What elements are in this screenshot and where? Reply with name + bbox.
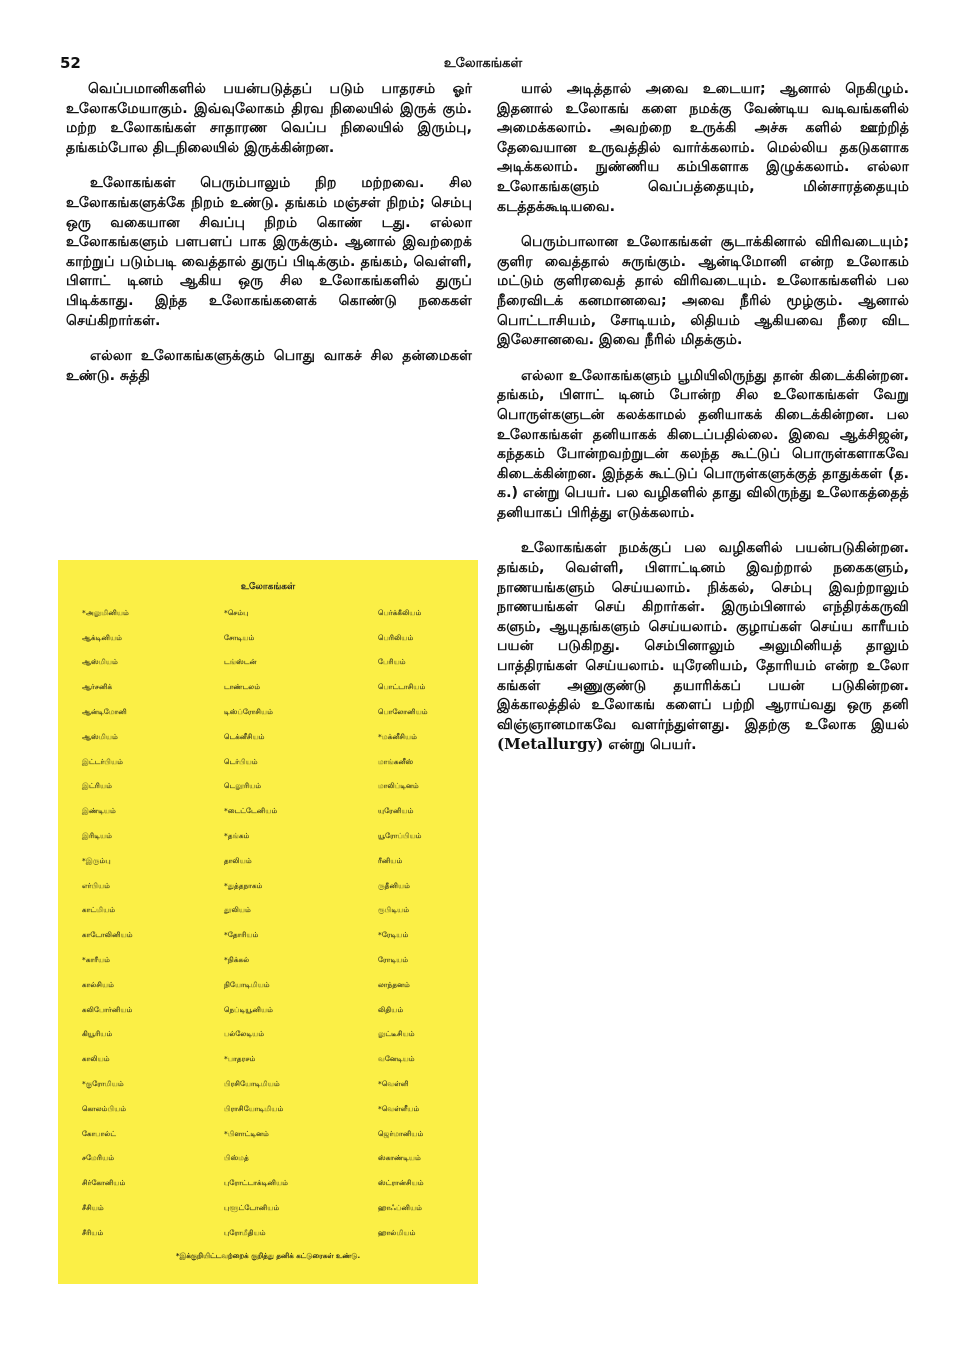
metal-name-cell: இட்ரியம் [82, 782, 113, 791]
paragraph [497, 539, 909, 756]
metal-name-cell: *வெள்ளி [378, 1080, 409, 1089]
paragraph: பெரும்பாலான உலோகங்கள் சூடாக்கினால் விரிவடையும்; குளிர வைத்தால் சுருங்கும். ஆன்டிமோனி என்ற உலோகம் மட்டும் குளிரவைத் தால் விரிவடையும். உலோகங்களில் பல நீரைவிடக் கனமானவை; அவை நீரில் மூழ்கும். ஆனால் பொட்டாசியம், சோடியம், லிதியம் ஆகியவை நீரை விட இலேசானவை. இவை நீரில் மிதக்கும். [497, 234, 909, 349]
metal-name-cell: இண்டியம் [82, 807, 116, 816]
metal-name-cell: நியோடிமியம் [224, 980, 270, 989]
metal-name-cell: கியூரியம் [82, 1030, 113, 1039]
metal-name-cell: மாங்கனீஸ் [378, 757, 414, 766]
metal-name-cell: *தங்கம் [224, 832, 250, 841]
metal-name-cell: ஹாஃப்னியம் [378, 1204, 423, 1213]
metal-name-cell: *செம்பு [224, 608, 249, 617]
metal-name-cell: *இரும்பு [82, 856, 111, 865]
metal-name-cell: லாந்தனம் [378, 980, 410, 989]
metal-name-cell: பல்லேடியம் [224, 1030, 265, 1039]
metal-name-cell: புரோட்டாக்டினியம் [224, 1179, 289, 1188]
metal-name-cell: லிதியம் [378, 1005, 404, 1014]
metal-name-cell: டெர்பியம் [224, 757, 258, 766]
paragraph: உலோகங்கள் பெரும்பாலும் நிற மற்றவை. சில உலோகங்களுக்கே நிறம் உண்டு. தங்கம் மஞ்சள் நிறம்; செம்பு ஒரு வகையான சிவப்பு நிறம் கொண் டது. எல்லா உலோகங்களும் பளபளப் பாக இருக்கும். ஆனால் இவற்றைக் காற்றுப் படும்படி வைத்தால் துருப் பிடிக்கும். தங்கம், வெள்ளி, பிளாட் டினம் ஆகிய ஒரு சில உலோகங்களில் துருப் பிடிக்காது. இந்த உலோகங்களைக் கொண்டு நகைகள் செய்கிறார்கள். [66, 175, 472, 329]
paragraph: எல்லா உலோகங்களுக்கும் பொது வாகச் சில தன்மைகள் உண்டு. சுத்தி [66, 348, 472, 384]
paragraph: யால் அடித்தால் அவை உடையா; ஆனால் நெகிழும். இதனால் உலோகங் களை நமக்கு வேண்டிய வடிவங்களில் அமைக்கலாம். அவற்றை உருக்கி அச்சு களில் ஊற்றித் தேவையான உருவத்தில் வார்க்கலாம். மெல்லிய தகடுகளாக அடிக்கலாம். நுண்ணிய கம்பிகளாக இழுக்கலாம். எல்லா உலோகங்களும் வெப்பத்தையும், மின்சாரத்தையும் கடத்தக்கூடியவை. [497, 81, 909, 215]
metal-name-cell: *பிளாட்டினம் [224, 1129, 269, 1138]
metals-table [58, 560, 478, 1284]
paragraph-text: என்று பெயர். [608, 737, 697, 754]
metal-name-cell: சீசியம் [82, 1204, 104, 1213]
metal-name-cell: பிஸ்மத் [224, 1154, 249, 1163]
metal-name-cell: புரோமீதியம் [224, 1228, 266, 1237]
metal-name-cell: ஆர்சனிக் [82, 683, 113, 692]
metal-name-cell: பெரிலியம் [378, 633, 414, 642]
metal-name-cell: காட்மியம் [82, 906, 116, 915]
metal-name-cell: *வெள்ளீயம் [378, 1104, 420, 1113]
metals-table-footnote: *இக்குறியிட்டவற்றைக் குறித்து தனிக் கட்டுரைகள் உண்டு. [175, 1251, 361, 1260]
metal-name-cell: பெர்க்கீலியம் [378, 608, 422, 617]
metal-name-cell: பொட்டாசியம் [378, 683, 426, 692]
latin-term: (Metallurgy) [497, 735, 604, 754]
metal-name-cell: வனேடியம் [378, 1055, 415, 1064]
metal-name-cell: *அலுமினியம் [82, 608, 129, 617]
metal-name-cell: சோடியம் [224, 633, 255, 642]
paragraph: வெப்பமானிகளில் பயன்படுத்தப் படும் பாதரசம் ஓர் உலோகமேயாகும். இவ்வுலோகம் திரவ நிலையில் இருக் கும். மற்ற உலோகங்கள் சாதாரண வெப்ப நிலையில் இரும்பு, தங்கம்போல திடநிலையில் இருக்கின்றன. [66, 81, 472, 156]
metal-name-cell: இட்டர்பியம் [82, 757, 124, 766]
metals-table-grid [74, 601, 462, 1246]
metal-name-cell: சிர்கோனியம் [82, 1179, 126, 1188]
page-number: 52 [60, 54, 81, 72]
metal-name-cell: கொலம்பியம் [82, 1104, 127, 1113]
left-column [66, 80, 472, 402]
metal-name-cell: *துத்தநாகம் [224, 881, 263, 890]
metal-name-cell: பேரியம் [378, 658, 406, 667]
metal-name-cell: ஹால்மியம் [378, 1228, 416, 1237]
metal-name-cell: ஆன்டிமோனி [82, 708, 127, 717]
metal-name-cell: மாலிப்டினம் [378, 782, 419, 791]
metal-name-cell: டாண்டலம் [224, 683, 261, 692]
metal-name-cell: ஆக்டினியம் [82, 633, 123, 642]
right-column [497, 80, 909, 756]
metal-name-cell: டிஸ்ப்ரோசியம் [224, 708, 274, 717]
metal-name-cell: எர்பியம் [82, 881, 111, 890]
metal-name-cell: பிராசியோடிமியம் [224, 1104, 284, 1113]
metal-name-cell: ஸ்ட்ரான்சியம் [378, 1179, 424, 1188]
metal-name-cell: தூலியம் [224, 906, 251, 915]
metal-name-cell: சமேரியம் [82, 1154, 115, 1163]
metal-name-cell: ருதீனியம் [378, 881, 411, 890]
paragraph: எல்லா உலோகங்களும் பூமியிலிருந்து தான் கிடைக்கின்றன. தங்கம், பிளாட் டினம் போன்ற சில உலோகங்கள் வேறு பொருள்களுடன் கலக்காமல் தனியாகக் கிடைக்கின்றன. பல உலோகங்கள் தனியாகக் கிடைப்பதில்லை. இவை ஆக்சிஜன், கந்தகம் போன்றவற்றுடன் கலந்த கூட்டுப் பொருள்களாகவே கிடைக்கின்றன. இந்தக் கூட்டுப் பொருள்களுக்குத் தாதுக்கள் (த. க.) என்று பெயர். பல வழிகளில் தாது விலிருந்து உலோகத்தைத் தனியாகப் பிரித்து எடுக்கலாம். [497, 367, 909, 521]
metal-name-cell: பிரசியோடிமியம் [224, 1080, 280, 1089]
metal-name-cell: காலியம் [82, 1055, 110, 1064]
metal-name-cell: ஸ்காண்டியம் [378, 1154, 421, 1163]
metal-name-cell: ஆஸ்மியம் [82, 658, 118, 667]
metal-name-cell: *மக்னீசியம் [378, 732, 418, 741]
metal-name-cell: ரோடியம் [378, 956, 409, 965]
metal-name-cell: ஜெர்மானியம் [378, 1129, 424, 1138]
metal-name-cell: கோபால்ட் [82, 1129, 117, 1138]
metal-name-cell: ரீனியம் [378, 856, 403, 865]
metal-name-cell: பொலோனியம் [378, 708, 428, 717]
metals-table-title: உலோகங்கள் [240, 582, 296, 592]
metal-name-cell: *நிக்கல் [224, 956, 250, 965]
metal-name-cell: டங்ஸ்டன் [224, 658, 257, 667]
metal-name-cell: இரிடியம் [82, 832, 113, 841]
metal-name-cell: புளூட்டோனியம் [224, 1204, 280, 1213]
metal-name-cell: ரூபிடியம் [378, 906, 410, 915]
metal-name-cell: *ரேடியம் [378, 931, 409, 940]
metal-name-cell: டெலூரியம் [224, 782, 262, 791]
metal-name-cell: ஆஸ்மியம் [82, 732, 118, 741]
metal-name-cell: சீரியம் [82, 1228, 104, 1237]
metal-name-cell: *பாதரசம் [224, 1055, 256, 1064]
metal-name-cell: *டைட்டேனியம் [224, 807, 278, 816]
metal-name-cell: *தோரியம் [224, 931, 259, 940]
metal-name-cell: லுட்டீசியம் [378, 1030, 415, 1039]
metal-name-cell: கால்சியம் [82, 980, 115, 989]
metal-name-cell: நெப்டியூனியம் [224, 1005, 274, 1014]
metal-name-cell: டெக்னீசியம் [224, 732, 265, 741]
metal-name-cell: தாலியம் [224, 856, 252, 865]
metal-name-cell: காடோலினியம் [82, 931, 133, 940]
metal-name-cell: *காரீயம் [82, 956, 111, 965]
metal-name-cell: கலிபோர்னியம் [82, 1005, 133, 1014]
metal-name-cell: யுரேனியம் [378, 807, 414, 816]
paragraph-text: உலோகங்கள் நமக்குப் பல வழிகளில் பயன்படுகின்றன. தங்கம், வெள்ளி, பிளாட்டினம் இவற்றால் நகைகளும், நாணயங்களும் செய்யலாம். நிக்கல், செம்பு இவற்றாலும் நாணயங்கள் செய் கிறார்கள். இரும்பினால் எந்திரக்கருவி களும், ஆயுதங்களும் செய்யலாம். குழாய்கள் செய்ய காரீயம் பயன் படுகிறது. செம்பினாலும் அலுமினியத் தாலும் பாத்திரங்கள் செய்யலாம். யுரேனியம், தோரியம் என்ற உலோ கங்கள் அணுகுண்டு தயாரிக்கப் பயன் படுகின்றன. இக்காலத்தில் உலோகங் களைப் பற்றி ஆராய்வது ஒரு தனி விஞ்ஞானமாகவே வளர்ந்துள்ளது. இதற்கு உலோக இயல் [497, 540, 909, 733]
metal-name-cell: *குரோமியம் [82, 1080, 124, 1089]
metal-name-cell: யூரோப்பியம் [378, 832, 422, 841]
running-title: உலோகங்கள் [443, 56, 523, 71]
